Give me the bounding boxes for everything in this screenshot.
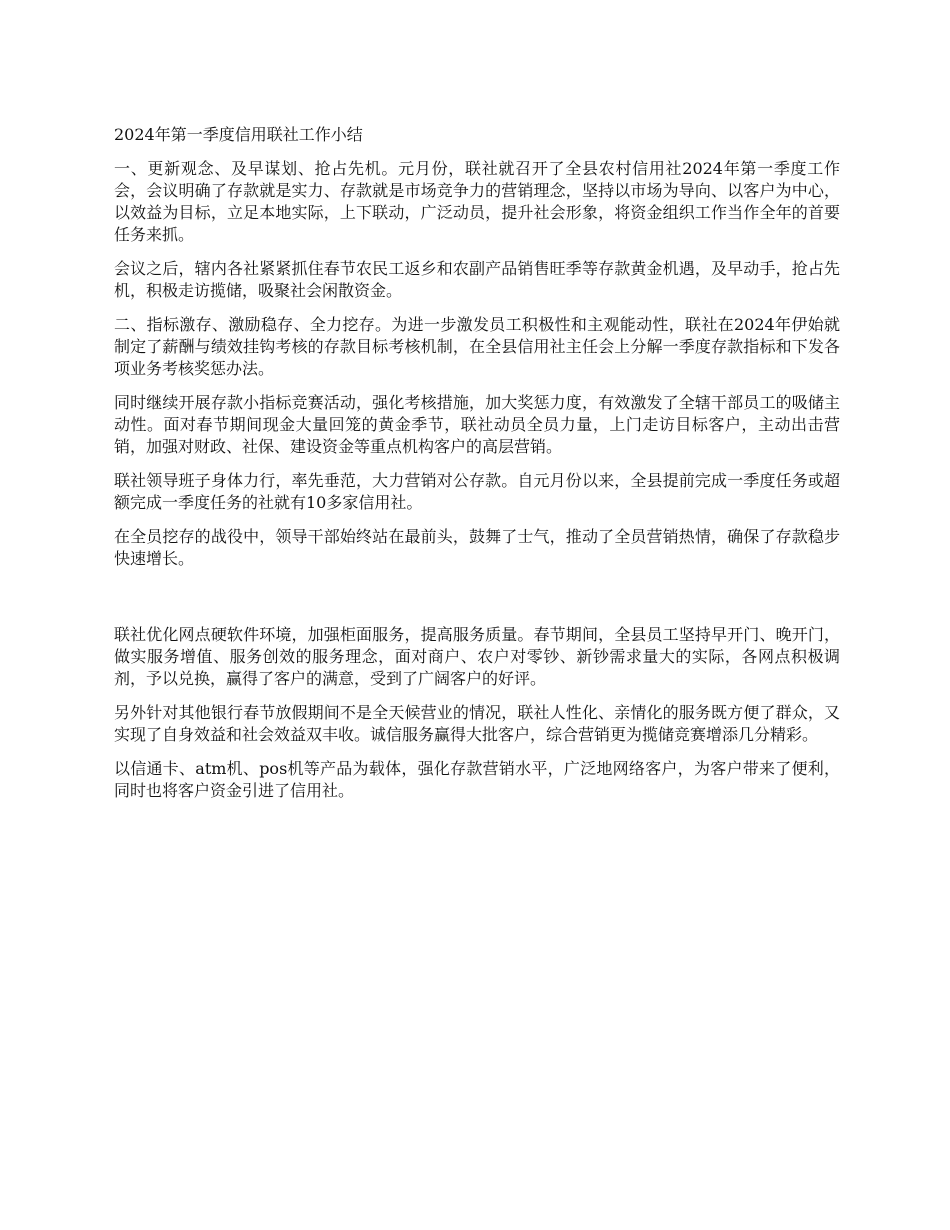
section-gap <box>114 582 840 624</box>
paragraph: 在全员挖存的战役中，领导干部始终站在最前头，鼓舞了士气，推动了全员营销热情，确保了存款稳步快速增长。 <box>114 527 840 568</box>
paragraph: 另外针对其他银行春节放假期间不是全天候营业的情况，联社人性化、亲情化的服务既方便了群众，又实现了自身效益和社会效益双丰收。诚信服务赢得大批客户，综合营销更为揽储竞赛增添几分精彩。 <box>114 703 840 744</box>
paragraph: 会议之后，辖内各社紧紧抓住春节农民工返乡和农副产品销售旺季等存款黄金机遇，及早动手，抢占先机，积极走访揽储，吸聚社会闲散资金。 <box>114 259 840 300</box>
document-body <box>114 124 840 814</box>
paragraph: 同时继续开展存款小指标竞赛活动，强化考核措施，加大奖惩力度，有效激发了全辖干部员工的吸储主动性。面对春节期间现金大量回笼的黄金季节，联社动员全员力量，上门走访目标客户，主动出击营销，加强对财政、社保、建设资金等重点机构客户的高层营销。 <box>114 393 840 456</box>
document-title: 2024年第一季度信用联社工作小结 <box>114 125 363 144</box>
paragraph: 一、更新观念、及早谋划、抢占先机。元月份，联社就召开了全县农村信用社2024年第一季度工作会，会议明确了存款就是实力、存款就是市场竞争力的营销理念，坚持以市场为导向、以客户为中心，以效益为目标，立足本地实际，上下联动，广泛动员，提升社会形象，将资金组织工作当作全年的首要任务来抓。 <box>114 159 840 244</box>
paragraph: 联社优化网点硬软件环境，加强柜面服务，提高服务质量。春节期间，全县员工坚持早开门、晚开门，做实服务增值、服务创效的服务理念，面对商户、农户对零钞、新钞需求量大的实际，各网点积极调剂，予以兑换，赢得了客户的满意，受到了广阔客户的好评。 <box>114 625 840 688</box>
paragraph: 以信通卡、atm机、pos机等产品为载体，强化存款营销水平，广泛地网络客户，为客户带来了便利，同时也将客户资金引进了信用社。 <box>114 759 840 800</box>
paragraph: 二、指标激存、激励稳存、全力挖存。为进一步激发员工积极性和主观能动性，联社在2024年伊始就制定了薪酬与绩效挂钩考核的存款目标考核机制，在全县信用社主任会上分解一季度存款指标和下发各项业务考核奖惩办法。 <box>114 315 840 378</box>
paragraph: 联社领导班子身体力行，率先垂范，大力营销对公存款。自元月份以来，全县提前完成一季度任务或超额完成一季度任务的社就有10多家信用社。 <box>114 471 840 512</box>
